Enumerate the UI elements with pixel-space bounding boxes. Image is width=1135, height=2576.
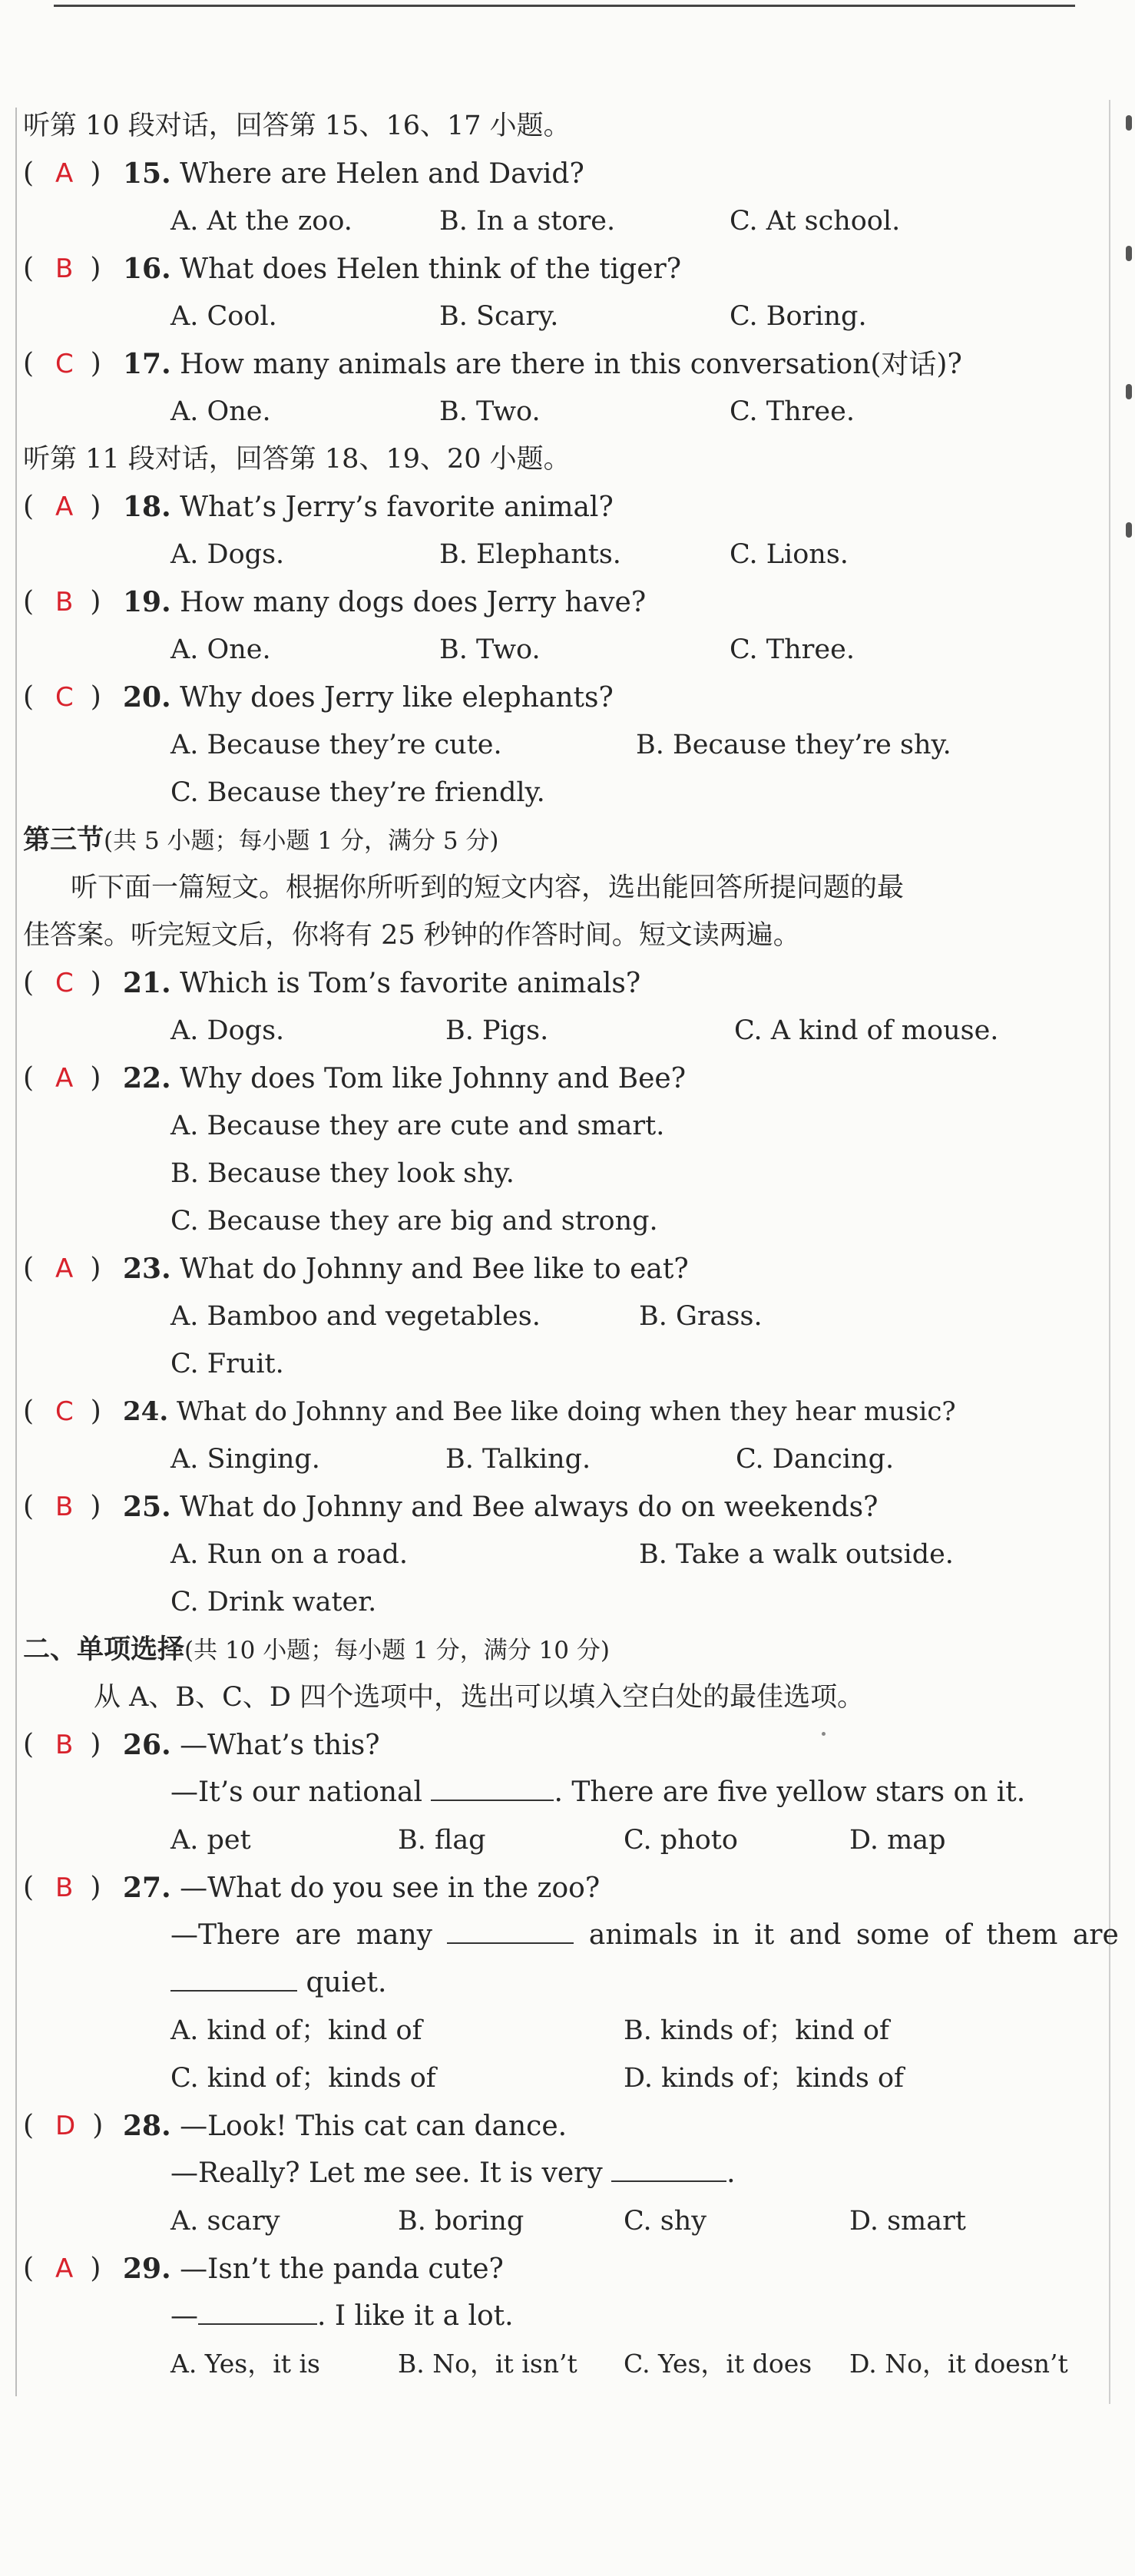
answer-mark: B <box>55 253 74 284</box>
answer-slot-22: ( A ) <box>23 1062 101 1094</box>
question-20 <box>123 680 614 715</box>
question-number: 24. <box>123 1396 169 1427</box>
option-b: B. Two. <box>439 634 541 665</box>
right-margin-rule <box>1109 100 1110 2404</box>
option-a: A. Singing. <box>170 1444 320 1475</box>
question-number: 26. <box>123 1729 171 1761</box>
question-23 <box>123 1252 689 1286</box>
answer-slot-17: ( C ) <box>23 348 101 379</box>
answer-blank <box>611 2157 726 2182</box>
option-c: C. Fruit. <box>170 1349 284 1379</box>
option-c: C. shy <box>624 2206 707 2237</box>
binding-mark <box>1126 246 1132 261</box>
answer-slot-26: ( B ) <box>23 1729 101 1760</box>
question-17 <box>123 347 962 382</box>
answer-blank <box>447 1919 574 1944</box>
section-title: 二、单项选择 <box>23 1634 185 1665</box>
option-b: B. Elephants. <box>439 539 621 570</box>
answer-mark: A <box>55 158 74 189</box>
answer-slot-24: ( C ) <box>23 1396 101 1427</box>
question-22 <box>123 1061 686 1096</box>
section-3-instruction: 听下面一篇短文。根据你所听到的短文内容，选出能回答所提问题的最 <box>71 872 905 903</box>
option-c: C. Three. <box>730 634 855 665</box>
section-3-header <box>23 823 499 858</box>
scan-speck <box>822 1732 826 1736</box>
dialogue-line: —What’s this? <box>180 1730 380 1761</box>
question-number: 25. <box>123 1491 171 1523</box>
answer-slot-25: ( B ) <box>23 1491 101 1522</box>
question-19 <box>123 585 646 620</box>
answer-mark: B <box>55 1730 74 1760</box>
answer-blank <box>198 2300 317 2325</box>
option-b: B. kinds of；kind of <box>624 2015 889 2046</box>
option-a: A. One. <box>170 396 271 427</box>
option-b: B. Grass. <box>639 1301 763 1332</box>
option-a: A. Cool. <box>170 301 277 332</box>
binding-mark <box>1126 115 1132 131</box>
dialogue-text: — <box>170 2300 198 2332</box>
section-3-instruction-cont: 佳答案。听完短文后，你将有 25 秒钟的作答时间。短文读两遍。 <box>23 920 800 951</box>
option-d: D. No，it doesn’t <box>849 2349 1068 2379</box>
answer-mark: C <box>55 1396 74 1427</box>
dialogue-text: quiet. <box>306 1967 387 1998</box>
question-text: What does Helen think of the tiger? <box>180 253 682 285</box>
dialogue-line: —Isn’t the panda cute? <box>180 2253 504 2285</box>
option-b: B. flag <box>398 1825 486 1856</box>
answer-blank <box>170 1967 297 1992</box>
option-b: B. In a store. <box>439 206 616 237</box>
option-c: C. Dancing. <box>736 1444 895 1475</box>
option-b: B. Two. <box>439 396 541 427</box>
question-text: What do Johnny and Bee like to eat? <box>180 1253 689 1285</box>
question-text: How many dogs does Jerry have? <box>180 587 647 618</box>
answer-slot-29: ( A ) <box>23 2253 101 2284</box>
question-number: 20. <box>123 681 171 714</box>
question-text: How many animals are there in this conversation(对话)? <box>180 349 962 380</box>
answer-mark: B <box>55 1492 74 1522</box>
dialogue-line: —What do you see in the zoo? <box>180 1872 601 1904</box>
question-number: 16. <box>123 253 171 285</box>
option-b: B. Take a walk outside. <box>639 1539 954 1570</box>
question-21 <box>123 966 640 1001</box>
question-16 <box>123 252 681 286</box>
question-28 <box>123 2109 567 2144</box>
dialogue-line-with-blank <box>170 1919 1119 1952</box>
dialogue-line-with-blank <box>170 2157 736 2190</box>
option-a: A. scary <box>170 2206 280 2237</box>
question-number: 18. <box>123 491 171 523</box>
section-title: 第三节 <box>23 824 104 856</box>
answer-mark: B <box>55 1872 74 1903</box>
option-a: A. kind of；kind of <box>170 2015 422 2046</box>
answer-slot-15: ( A ) <box>23 157 101 189</box>
answer-mark: B <box>55 587 74 618</box>
option-a: A. Because they are cute and smart. <box>170 1111 665 1141</box>
option-c: C. Boring. <box>730 301 867 332</box>
question-18 <box>123 490 614 525</box>
answer-slot-28: ( D ) <box>23 2110 104 2141</box>
question-27 <box>123 1871 600 1906</box>
binding-mark <box>1126 384 1132 399</box>
dialogue-text: animals in it and some of them are <box>588 1919 1119 1951</box>
question-text: Why does Tom like Johnny and Bee? <box>180 1063 687 1094</box>
answer-mark: C <box>55 968 74 998</box>
answer-mark: C <box>55 682 74 713</box>
dialogue-text: —Really? Let me see. It is very <box>170 2157 603 2189</box>
option-b: B. boring <box>398 2206 524 2237</box>
option-d: D. map <box>849 1825 946 1856</box>
dialogue-text: —There are many <box>170 1919 433 1951</box>
answer-slot-21: ( C ) <box>23 967 101 998</box>
option-b: B. Because they’re shy. <box>636 730 951 760</box>
option-a: A. Yes，it is <box>170 2349 320 2379</box>
option-c: C. photo <box>624 1825 738 1856</box>
answer-mark: A <box>55 1063 74 1094</box>
option-d: D. kinds of；kinds of <box>624 2063 904 2094</box>
answer-slot-18: ( A ) <box>23 491 101 522</box>
option-c: C. A kind of mouse. <box>734 1015 999 1046</box>
dialogue-line: —Look! This cat can dance. <box>180 2111 568 2142</box>
dialogue-line-cont <box>170 1966 386 2000</box>
part-2-instruction: 从 A、B、C、D 四个选项中，选出可以填入空白处的最佳选项。 <box>94 1682 865 1713</box>
dialogue-text: . I like it a lot. <box>317 2300 514 2332</box>
dialogue-11-header: 听第 11 段对话，回答第 18、19、20 小题。 <box>23 444 571 475</box>
question-15 <box>123 157 584 191</box>
option-a: A. pet <box>170 1825 251 1856</box>
answer-mark: A <box>55 2253 74 2284</box>
dialogue-line-with-blank <box>170 1776 1025 1809</box>
top-rule <box>54 5 1075 7</box>
dialogue-text: . <box>726 2157 736 2189</box>
option-c: C. Because they are big and strong. <box>170 1206 658 1237</box>
option-a: A. Bamboo and vegetables. <box>170 1301 541 1332</box>
question-text: Why does Jerry like elephants? <box>180 682 614 714</box>
question-number: 17. <box>123 348 171 380</box>
part-2-header <box>23 1633 610 1667</box>
answer-blank <box>431 1776 554 1801</box>
option-b: B. Pigs. <box>445 1015 549 1046</box>
dialogue-text: —It’s our national <box>170 1776 423 1808</box>
question-text: What do Johnny and Bee like doing when they hear music? <box>176 1396 956 1427</box>
answer-slot-19: ( B ) <box>23 586 101 618</box>
question-number: 22. <box>123 1062 171 1094</box>
binding-mark <box>1126 522 1132 538</box>
answer-mark: A <box>55 492 74 522</box>
option-b: B. Scary. <box>439 301 559 332</box>
section-note: (共 10 小题；每小题 1 分，满分 10 分) <box>184 1637 610 1664</box>
answer-mark: A <box>55 1253 74 1284</box>
option-c: C. Drink water. <box>170 1587 377 1617</box>
question-number: 28. <box>123 2110 171 2142</box>
answer-slot-27: ( B ) <box>23 1872 101 1903</box>
option-b: B. Talking. <box>445 1444 591 1475</box>
dialogue-text: . There are five yellow stars on it. <box>554 1776 1026 1808</box>
option-d: D. smart <box>849 2206 966 2237</box>
question-text: Where are Helen and David? <box>180 158 584 190</box>
option-c: C. Because they’re friendly. <box>170 777 545 808</box>
question-number: 19. <box>123 586 171 618</box>
question-number: 29. <box>123 2253 171 2285</box>
question-number: 21. <box>123 967 171 999</box>
option-a: A. Because they’re cute. <box>170 730 502 760</box>
answer-slot-23: ( A ) <box>23 1253 101 1284</box>
answer-slot-16: ( B ) <box>23 253 101 284</box>
question-29 <box>123 2252 504 2286</box>
left-margin-rule <box>15 108 17 2396</box>
question-number: 27. <box>123 1872 171 1904</box>
option-b: B. Because they look shy. <box>170 1158 515 1189</box>
option-b: B. No，it isn’t <box>398 2349 577 2379</box>
question-24 <box>123 1395 956 1429</box>
answer-slot-20: ( C ) <box>23 681 101 713</box>
question-26 <box>123 1728 380 1763</box>
option-c: C. Three. <box>730 396 855 427</box>
dialogue-line-with-blank <box>170 2300 514 2333</box>
option-a: A. One. <box>170 634 271 665</box>
question-number: 15. <box>123 157 171 190</box>
question-25 <box>123 1490 878 1525</box>
option-c: C. Yes，it does <box>624 2349 812 2379</box>
section-note: (共 5 小题；每小题 1 分，满分 5 分) <box>104 827 499 855</box>
option-a: A. At the zoo. <box>170 206 352 237</box>
dialogue-10-header: 听第 10 段对话，回答第 15、16、17 小题。 <box>23 111 571 141</box>
question-text: Which is Tom’s favorite animals? <box>180 968 641 999</box>
question-number: 23. <box>123 1253 171 1285</box>
option-a: A. Run on a road. <box>170 1539 409 1570</box>
option-c: C. At school. <box>730 206 901 237</box>
option-a: A. Dogs. <box>170 539 285 570</box>
option-a: A. Dogs. <box>170 1015 285 1046</box>
answer-mark: C <box>55 349 74 379</box>
answer-mark: D <box>55 2111 76 2141</box>
question-text: What’s Jerry’s favorite animal? <box>180 492 614 523</box>
option-c: C. kind of；kinds of <box>170 2063 436 2094</box>
question-text: What do Johnny and Bee always do on weekends? <box>180 1492 879 1523</box>
option-c: C. Lions. <box>730 539 849 570</box>
